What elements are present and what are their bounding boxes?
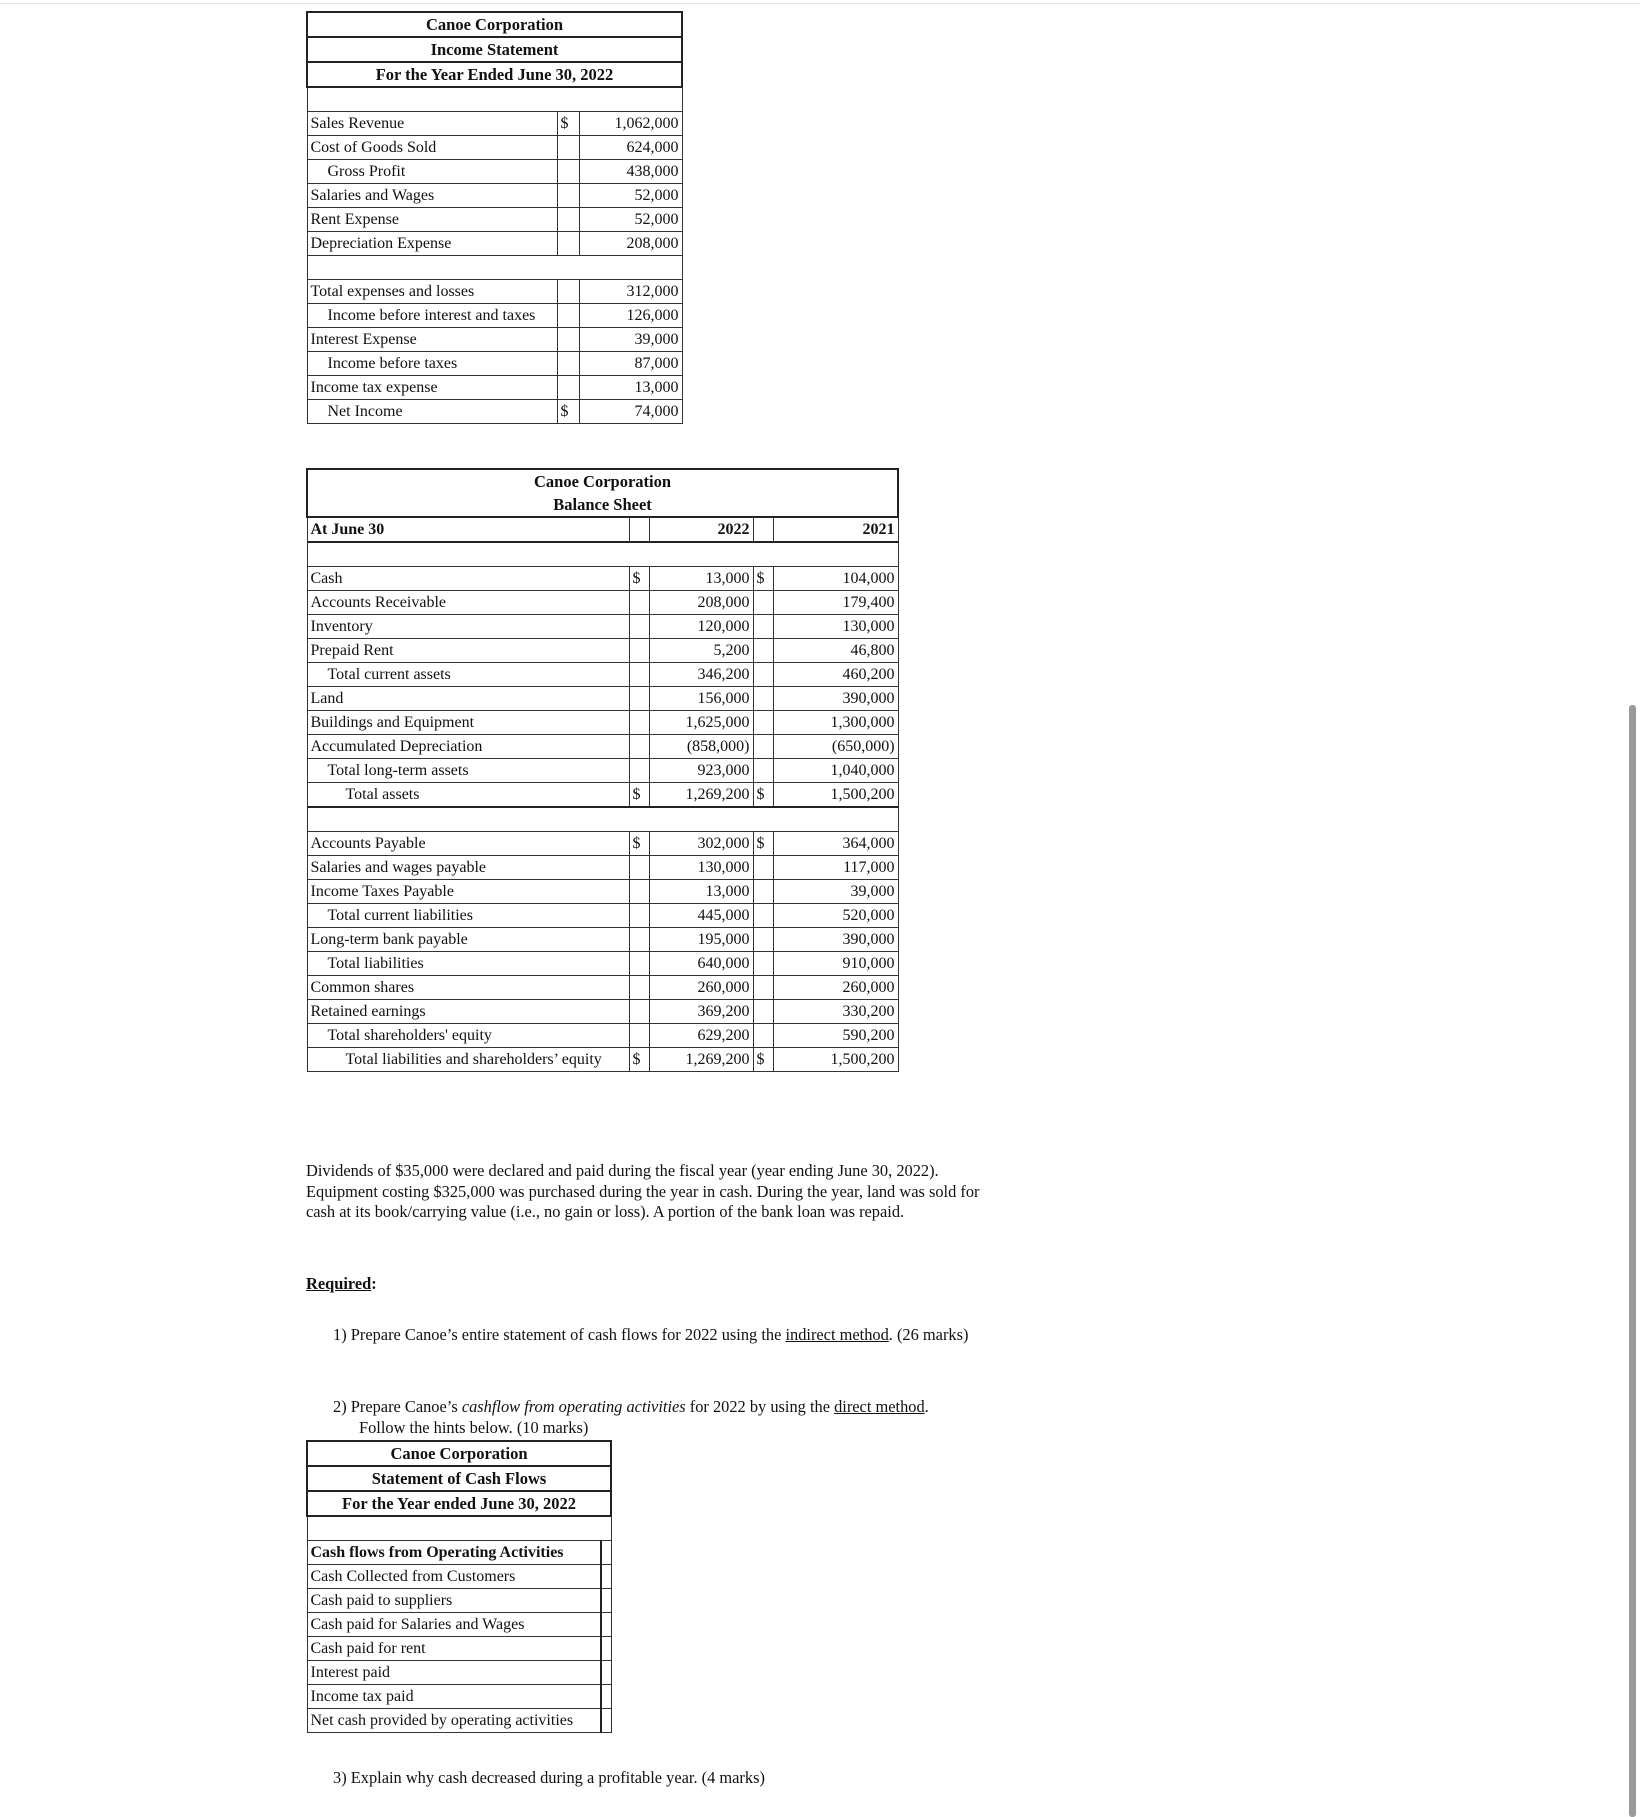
bs-row-value-2021: (650,000) [773, 735, 898, 759]
bs-row-value-2021: 390,000 [773, 687, 898, 711]
bs-row-currency-2022 [629, 1024, 649, 1048]
cf-title: Statement of Cash Flows [307, 1466, 611, 1491]
bs-header-2021: 2021 [773, 517, 898, 542]
question-1 [333, 1325, 1009, 1346]
bs-row-currency-2022 [629, 880, 649, 904]
scrollbar[interactable] [1629, 705, 1636, 1817]
bs-row-label: Inventory [307, 615, 629, 639]
bs-row [307, 1000, 898, 1024]
bs-row [307, 832, 898, 856]
is-row-currency [557, 280, 579, 304]
bs-row-value-2021: 46,800 [773, 639, 898, 663]
bs-row-value-2022: 195,000 [649, 928, 753, 952]
is-row-currency [557, 352, 579, 376]
bs-row-currency-2021 [753, 663, 773, 687]
bs-row-label: Cash [307, 567, 629, 591]
is-row-currency: $ [557, 112, 579, 136]
bs-company: Canoe Corporation [307, 469, 898, 493]
is-row-label: Depreciation Expense [307, 232, 557, 256]
q2-emphasis: cashflow from operating activities [461, 1397, 686, 1416]
bs-row [307, 928, 898, 952]
cf-row-label: Cash paid for rent [307, 1637, 601, 1661]
is-row [307, 160, 682, 184]
bs-row-value-2022: 629,200 [649, 1024, 753, 1048]
cf-row [307, 1565, 611, 1589]
bs-row-value-2021: 104,000 [773, 567, 898, 591]
bs-row-value-2021: 39,000 [773, 880, 898, 904]
bs-row-currency-2022 [629, 952, 649, 976]
cf-row-amount[interactable] [601, 1709, 611, 1733]
bs-row [307, 567, 898, 591]
is-row-label: Net Income [307, 400, 557, 424]
bs-row-currency-2021 [753, 904, 773, 928]
bs-row-label: Prepaid Rent [307, 639, 629, 663]
q2-text: 2) Prepare Canoe’s [333, 1397, 462, 1416]
required-label: Required [306, 1274, 372, 1293]
bs-row-value-2022: 13,000 [649, 880, 753, 904]
bs-row [307, 711, 898, 735]
bs-row-currency-2021 [753, 711, 773, 735]
bs-row [307, 952, 898, 976]
cf-row-amount[interactable] [601, 1637, 611, 1661]
bs-row-value-2021: 910,000 [773, 952, 898, 976]
is-row-label: Cost of Goods Sold [307, 136, 557, 160]
is-row-amount: 87,000 [579, 352, 682, 376]
bs-row-value-2021: 130,000 [773, 615, 898, 639]
bs-row-value-2021: 260,000 [773, 976, 898, 1000]
bs-row-currency-2021 [753, 759, 773, 783]
required-heading [306, 1274, 377, 1295]
is-row-amount: 74,000 [579, 400, 682, 424]
bs-row-currency-2021 [753, 976, 773, 1000]
is-title: Income Statement [307, 37, 682, 62]
bs-row-value-2022: 640,000 [649, 952, 753, 976]
bs-row-value-2022: 120,000 [649, 615, 753, 639]
income-statement-table [306, 11, 683, 424]
bs-row-currency-2021: $ [753, 832, 773, 856]
is-row-currency: $ [557, 400, 579, 424]
is-row-amount: 1,062,000 [579, 112, 682, 136]
bs-row-value-2021: 520,000 [773, 904, 898, 928]
is-row [307, 112, 682, 136]
cf-row [307, 1637, 611, 1661]
question-2 [333, 1397, 1013, 1438]
is-row [307, 232, 682, 256]
is-row [307, 184, 682, 208]
bs-row-label: Accumulated Depreciation [307, 735, 629, 759]
is-period: For the Year Ended June 30, 2022 [307, 62, 682, 87]
q2-direct-method: direct method [834, 1397, 925, 1416]
bs-row-value-2022: (858,000) [649, 735, 753, 759]
is-row-currency [557, 208, 579, 232]
is-row-label: Interest Expense [307, 328, 557, 352]
bs-row-currency-2022 [629, 711, 649, 735]
bs-row-value-2021: 179,400 [773, 591, 898, 615]
bs-row-currency-2021 [753, 1000, 773, 1024]
is-row-currency [557, 160, 579, 184]
is-row-currency [557, 184, 579, 208]
bs-title: Balance Sheet [307, 493, 898, 517]
bs-row [307, 976, 898, 1000]
is-row-amount: 438,000 [579, 160, 682, 184]
bs-row-label: Accounts Receivable [307, 591, 629, 615]
bs-row-value-2022: 5,200 [649, 639, 753, 663]
bs-row-label: Income Taxes Payable [307, 880, 629, 904]
bs-row [307, 615, 898, 639]
is-row-currency [557, 328, 579, 352]
bs-row-value-2021: 1,300,000 [773, 711, 898, 735]
bs-row-currency-2022 [629, 1000, 649, 1024]
bs-row-value-2022: 260,000 [649, 976, 753, 1000]
q2-post: . [924, 1397, 929, 1416]
bs-row-label: Retained earnings [307, 1000, 629, 1024]
cf-row [307, 1589, 611, 1613]
question-3: 3) Explain why cash decreased during a profitable year. (4 marks) [333, 1768, 765, 1787]
bs-row-label: Long-term bank payable [307, 928, 629, 952]
bs-row-value-2022: 302,000 [649, 832, 753, 856]
bs-row-currency-2022 [629, 735, 649, 759]
is-row-label: Rent Expense [307, 208, 557, 232]
bs-header-2022: 2022 [649, 517, 753, 542]
cf-row-label: Income tax paid [307, 1685, 601, 1709]
bs-row-currency-2021 [753, 952, 773, 976]
cf-row-label: Interest paid [307, 1661, 601, 1685]
bs-row [307, 1024, 898, 1048]
bs-row-label: Common shares [307, 976, 629, 1000]
is-row-currency [557, 376, 579, 400]
bs-row-value-2022: 1,269,200 [649, 783, 753, 808]
bs-row-value-2021: 590,200 [773, 1024, 898, 1048]
bs-row-value-2022: 1,625,000 [649, 711, 753, 735]
is-row [307, 304, 682, 328]
q1-marks: . (26 marks) [888, 1325, 969, 1344]
bs-row-currency-2022 [629, 856, 649, 880]
bs-row-label: Total liabilities [307, 952, 629, 976]
balance-sheet-table [306, 468, 899, 1072]
bs-row-currency-2021 [753, 880, 773, 904]
cf-row [307, 1685, 611, 1709]
is-row-label: Salaries and Wages [307, 184, 557, 208]
bs-row [307, 856, 898, 880]
bs-row-currency-2021 [753, 1024, 773, 1048]
bs-row-currency-2022 [629, 663, 649, 687]
bs-row-currency-2022: $ [629, 567, 649, 591]
bs-row-currency-2022: $ [629, 783, 649, 808]
bs-row-value-2021: 364,000 [773, 832, 898, 856]
bs-row-currency-2022 [629, 904, 649, 928]
cash-flow-table [306, 1440, 612, 1733]
is-row-amount: 208,000 [579, 232, 682, 256]
bs-row-value-2022: 130,000 [649, 856, 753, 880]
cf-row-label: Cash paid to suppliers [307, 1589, 601, 1613]
bs-row-currency-2022 [629, 639, 649, 663]
is-row-currency [557, 136, 579, 160]
bs-row-currency-2021: $ [753, 783, 773, 808]
bs-row-label: Total liabilities and shareholders’ equity [307, 1048, 629, 1072]
bs-row-value-2022: 1,269,200 [649, 1048, 753, 1072]
bs-row-value-2021: 1,500,200 [773, 783, 898, 808]
bs-row-value-2022: 923,000 [649, 759, 753, 783]
is-row [307, 208, 682, 232]
is-row-amount: 312,000 [579, 280, 682, 304]
bs-row-value-2022: 13,000 [649, 567, 753, 591]
cf-section-heading: Cash flows from Operating Activities [307, 1541, 601, 1565]
bs-row [307, 880, 898, 904]
notes-paragraph: Dividends of $35,000 were declared and paid during the fiscal year (year ending June 30, 2022). Equipment costing $325,000 was purchased during the year in cash. During the year, land was sold for cash at its book/carrying value (i.e., no gain or loss). A portion of the bank loan was repaid. [306, 1161, 980, 1221]
is-company: Canoe Corporation [307, 12, 682, 37]
is-row [307, 376, 682, 400]
bs-row-label: Accounts Payable [307, 832, 629, 856]
q1-indirect-method: indirect method [785, 1325, 889, 1344]
bs-row-currency-2022 [629, 591, 649, 615]
bs-row-value-2022: 346,200 [649, 663, 753, 687]
cf-row-label: Cash paid for Salaries and Wages [307, 1613, 601, 1637]
bs-row [307, 904, 898, 928]
bs-row-currency-2021 [753, 591, 773, 615]
cf-row-label: Net cash provided by operating activities [307, 1709, 601, 1733]
bs-row-value-2022: 445,000 [649, 904, 753, 928]
bs-row-value-2021: 390,000 [773, 928, 898, 952]
is-row [307, 136, 682, 160]
cf-row-amount[interactable] [601, 1685, 611, 1709]
is-row-label: Income before interest and taxes [307, 304, 557, 328]
bs-row-label: Total long-term assets [307, 759, 629, 783]
bs-row [307, 687, 898, 711]
bs-row [307, 591, 898, 615]
cf-row [307, 1709, 611, 1733]
is-row-label: Sales Revenue [307, 112, 557, 136]
is-row [307, 352, 682, 376]
bs-row-currency-2022 [629, 615, 649, 639]
is-row [307, 280, 682, 304]
is-row-amount: 13,000 [579, 376, 682, 400]
is-row [307, 328, 682, 352]
q2-mid: for 2022 by using the [685, 1397, 835, 1416]
cf-company: Canoe Corporation [307, 1441, 611, 1466]
bs-row-currency-2022 [629, 687, 649, 711]
cf-row-amount[interactable] [601, 1613, 611, 1637]
bs-row-currency-2021: $ [753, 567, 773, 591]
is-row-currency [557, 304, 579, 328]
is-row-label: Income before taxes [307, 352, 557, 376]
bs-row-value-2022: 208,000 [649, 591, 753, 615]
is-row-amount: 624,000 [579, 136, 682, 160]
cf-row [307, 1613, 611, 1637]
cf-row-label: Cash Collected from Customers [307, 1565, 601, 1589]
bs-row-label: Total assets [307, 783, 629, 808]
q1-text: 1) Prepare Canoe’s entire statement of cash flows for 2022 using the [333, 1325, 786, 1344]
bs-row-currency-2021 [753, 856, 773, 880]
bs-row-currency-2021 [753, 639, 773, 663]
bs-row-value-2021: 460,200 [773, 663, 898, 687]
is-row-label: Gross Profit [307, 160, 557, 184]
bs-row-value-2021: 330,200 [773, 1000, 898, 1024]
bs-row-currency-2021: $ [753, 1048, 773, 1072]
cf-row-amount[interactable] [601, 1661, 611, 1685]
bs-row-label: Total shareholders' equity [307, 1024, 629, 1048]
bs-row-currency-2021 [753, 928, 773, 952]
bs-row-currency-2022: $ [629, 1048, 649, 1072]
bs-row [307, 639, 898, 663]
cf-row-amount[interactable] [601, 1589, 611, 1613]
bs-row-value-2021: 1,040,000 [773, 759, 898, 783]
bs-row-currency-2022 [629, 759, 649, 783]
bs-row [307, 759, 898, 783]
required-colon: : [371, 1274, 377, 1293]
bs-row-currency-2022 [629, 976, 649, 1000]
q2-line2: Follow the hints below. (10 marks) [359, 1417, 589, 1437]
is-row [307, 400, 682, 424]
cf-row [307, 1661, 611, 1685]
bs-row-currency-2021 [753, 687, 773, 711]
bs-header-label: At June 30 [307, 517, 629, 542]
cf-row-amount[interactable] [601, 1565, 611, 1589]
is-row-label: Income tax expense [307, 376, 557, 400]
bs-row-label: Land [307, 687, 629, 711]
bs-row [307, 735, 898, 759]
bs-row-value-2021: 117,000 [773, 856, 898, 880]
is-row-amount: 52,000 [579, 184, 682, 208]
bs-row-currency-2022 [629, 928, 649, 952]
bs-row-value-2021: 1,500,200 [773, 1048, 898, 1072]
bs-row-label: Buildings and Equipment [307, 711, 629, 735]
bs-row [307, 1048, 898, 1072]
is-row-label: Total expenses and losses [307, 280, 557, 304]
is-row-amount: 126,000 [579, 304, 682, 328]
bs-row-currency-2022: $ [629, 832, 649, 856]
is-row-amount: 52,000 [579, 208, 682, 232]
bs-row-currency-2021 [753, 615, 773, 639]
bs-row-currency-2021 [753, 735, 773, 759]
bs-row-label: Salaries and wages payable [307, 856, 629, 880]
cf-period: For the Year ended June 30, 2022 [307, 1491, 611, 1516]
top-divider [0, 3, 1640, 4]
bs-row-label: Total current assets [307, 663, 629, 687]
bs-row-value-2022: 156,000 [649, 687, 753, 711]
bs-row [307, 663, 898, 687]
is-row-amount: 39,000 [579, 328, 682, 352]
bs-row [307, 783, 898, 808]
is-row-currency [557, 232, 579, 256]
bs-row-label: Total current liabilities [307, 904, 629, 928]
bs-row-value-2022: 369,200 [649, 1000, 753, 1024]
